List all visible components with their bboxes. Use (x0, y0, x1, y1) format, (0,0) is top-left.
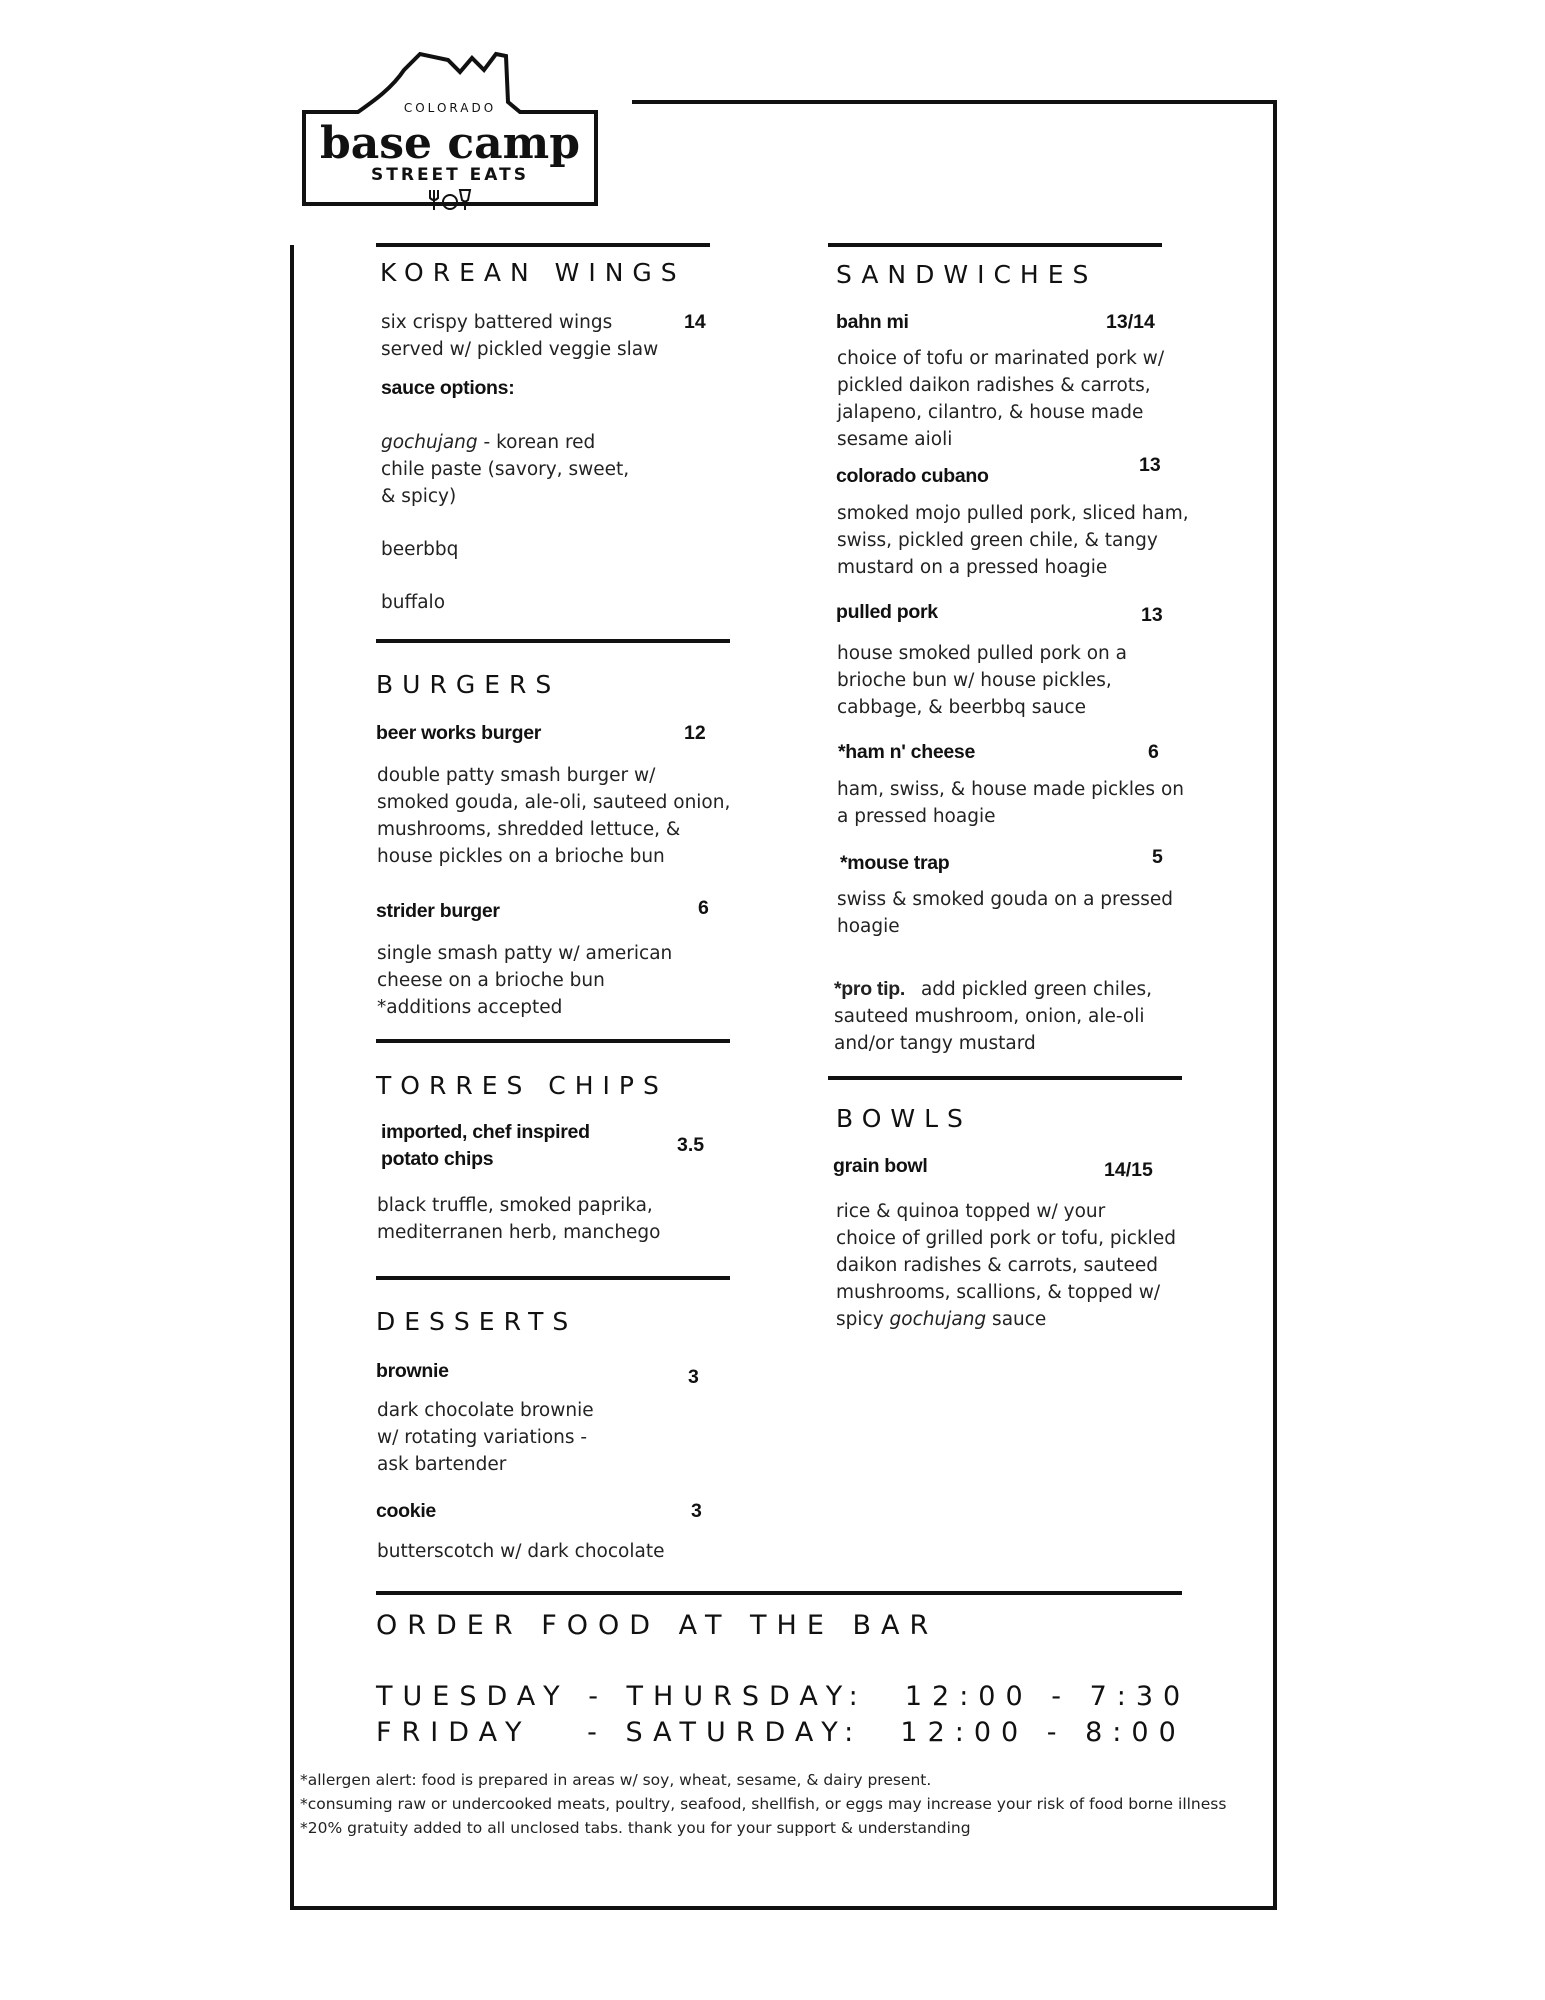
gratuity-note: *20% gratuity added to all unclosed tabs. thank you for your support & understanding (300, 1819, 971, 1837)
logo-sub-text: STREET EATS (371, 165, 529, 185)
strider-burger-name: strider burger (376, 900, 500, 922)
strider-burger-desc-1: single smash patty w/ american (377, 943, 673, 964)
cookie-desc-1: butterscotch w/ dark chocolate (377, 1541, 665, 1562)
pro-tip (834, 976, 1152, 1003)
brownie-name: brownie (376, 1360, 449, 1382)
torres-chips-heading: TORRES CHIPS (376, 1071, 668, 1100)
beer-works-burger-desc-1: double patty smash burger w/ (377, 765, 656, 786)
frame-left-border (290, 245, 294, 1910)
pulled-pork-desc-1: house smoked pulled pork on a (837, 643, 1127, 664)
pulled-pork-desc-3: cabbage, & beerbbq sauce (837, 697, 1087, 718)
cookie-name: cookie (376, 1500, 436, 1522)
beer-works-burger-desc-3: mushrooms, shredded lettuce, & (377, 819, 681, 840)
base-camp-logo (300, 50, 615, 222)
sauce-gochujang-rest: - korean red (477, 432, 596, 453)
bowls-rule (828, 1076, 1182, 1080)
bahn-mi-desc-1: choice of tofu or marinated pork w/ (837, 348, 1165, 369)
grain-bowl-desc-3: daikon radishes & carrots, sauteed (836, 1255, 1159, 1276)
burgers-heading: BURGERS (376, 670, 561, 699)
grain-bowl-desc-5-post: sauce (986, 1309, 1047, 1330)
raw-food-warning: *consuming raw or undercooked meats, poultry, seafood, shellfish, or eggs may increase your risk of food borne illness (300, 1795, 1227, 1813)
pro-tip-label: *pro tip. (834, 978, 905, 1000)
torres-chips-name-line1: imported, chef inspired (381, 1121, 590, 1143)
allergen-alert: *allergen alert: food is prepared in areas w/ soy, wheat, sesame, & dairy present. (300, 1771, 932, 1789)
torres-chips-desc-2: mediterranen herb, manchego (377, 1222, 661, 1243)
ham-n-cheese-desc-2: a pressed hoagie (837, 806, 996, 827)
grain-bowl-desc-5-italic: gochujang (889, 1309, 987, 1330)
korean-wings-desc-line1: six crispy battered wings (381, 312, 613, 333)
logo-main-text: base camp (320, 118, 580, 169)
torres-chips-price: 3.5 (677, 1134, 705, 1156)
colorado-cubano-name: colorado cubano (836, 465, 989, 487)
cookie-price: 3 (691, 1500, 702, 1522)
sauce-gochujang-name: gochujang (381, 432, 478, 453)
sauce-buffalo: buffalo (381, 592, 446, 613)
sauce-beerbbq: beerbbq (381, 539, 459, 560)
colorado-cubano-desc-1: smoked mojo pulled pork, sliced ham, (837, 503, 1189, 524)
sandwiches-rule (828, 243, 1162, 247)
brownie-desc-3: ask bartender (377, 1454, 507, 1475)
mouse-trap-price: 5 (1152, 846, 1163, 868)
pro-tip-line3: and/or tangy mustard (834, 1033, 1036, 1054)
ham-n-cheese-price: 6 (1148, 741, 1159, 763)
pulled-pork-name: pulled pork (836, 601, 938, 623)
grain-bowl-desc-5 (836, 1306, 1046, 1333)
mouse-trap-name: *mouse trap (840, 852, 950, 874)
brownie-price: 3 (688, 1366, 699, 1388)
korean-wings-rule (376, 243, 710, 247)
mouse-trap-desc-2: hoagie (837, 916, 900, 937)
bahn-mi-desc-3: jalapeno, cilantro, & house made (837, 402, 1144, 423)
desserts-heading: DESSERTS (376, 1307, 578, 1336)
beer-works-burger-desc-4: house pickles on a brioche bun (377, 846, 665, 867)
brownie-desc-1: dark chocolate brownie (377, 1400, 594, 1421)
burgers-rule (376, 639, 730, 643)
grain-bowl-price: 14/15 (1104, 1159, 1153, 1181)
frame-right-border (1273, 100, 1277, 1910)
frame-bottom-border (290, 1906, 1277, 1910)
torres-chips-rule (376, 1039, 730, 1043)
desserts-rule (376, 1276, 730, 1280)
beer-works-burger-name: beer works burger (376, 722, 542, 744)
strider-burger-price: 6 (698, 897, 709, 919)
ham-n-cheese-desc-1: ham, swiss, & house made pickles on (837, 779, 1184, 800)
korean-wings-desc-line2: served w/ pickled veggie slaw (381, 339, 659, 360)
grain-bowl-name: grain bowl (833, 1155, 928, 1177)
korean-wings-price: 14 (684, 311, 706, 333)
strider-burger-desc-3: *additions accepted (377, 997, 563, 1018)
bahn-mi-desc-4: sesame aioli (837, 429, 953, 450)
bahn-mi-desc-2: pickled daikon radishes & carrots, (837, 375, 1151, 396)
sauce-gochujang-line3: & spicy) (381, 486, 457, 507)
frame-top-border (632, 100, 1277, 104)
sauce-options-label: sauce options: (381, 377, 515, 399)
order-at-bar-text: ORDER FOOD AT THE BAR (376, 1610, 939, 1641)
bahn-mi-name: bahn mi (836, 311, 909, 333)
beer-works-burger-price: 12 (684, 722, 706, 744)
mouse-trap-desc-1: swiss & smoked gouda on a pressed (837, 889, 1174, 910)
strider-burger-desc-2: cheese on a brioche bun (377, 970, 605, 991)
pro-tip-line2: sauteed mushroom, onion, ale-oli (834, 1006, 1145, 1027)
order-rule (376, 1591, 1182, 1595)
hours-fri-sat: FRIDAY - SATURDAY: 12:00 - 8:00 (376, 1717, 1186, 1748)
sauce-gochujang-line2: chile paste (savory, sweet, (381, 459, 630, 480)
colorado-cubano-desc-3: mustard on a pressed hoagie (837, 557, 1108, 578)
sandwiches-heading: SANDWICHES (836, 260, 1098, 289)
colorado-cubano-price: 13 (1139, 454, 1161, 476)
ham-n-cheese-name: *ham n' cheese (838, 741, 976, 763)
pulled-pork-price: 13 (1141, 604, 1163, 626)
grain-bowl-desc-4: mushrooms, scallions, & topped w/ (836, 1282, 1161, 1303)
brownie-desc-2: w/ rotating variations - (377, 1427, 588, 1448)
bahn-mi-price: 13/14 (1106, 311, 1155, 333)
pulled-pork-desc-2: brioche bun w/ house pickles, (837, 670, 1112, 691)
korean-wings-heading: KOREAN WINGS (380, 258, 686, 287)
grain-bowl-desc-5-pre: spicy (836, 1309, 890, 1330)
torres-chips-desc-1: black truffle, smoked paprika, (377, 1195, 653, 1216)
colorado-cubano-desc-2: swiss, pickled green chile, & tangy (837, 530, 1158, 551)
grain-bowl-desc-2: choice of grilled pork or tofu, pickled (836, 1228, 1176, 1249)
grain-bowl-desc-1: rice & quinoa topped w/ your (836, 1201, 1106, 1222)
pro-tip-line1: add pickled green chiles, (920, 979, 1152, 1000)
beer-works-burger-desc-2: smoked gouda, ale-oli, sauteed onion, (377, 792, 731, 813)
hours-tue-thu: TUESDAY - THURSDAY: 12:00 - 7:30 (376, 1681, 1191, 1712)
bowls-heading: BOWLS (836, 1104, 972, 1133)
torres-chips-name-line2: potato chips (381, 1148, 494, 1170)
logo-top-text: COLORADO (403, 101, 497, 115)
sauce-gochujang (381, 429, 595, 456)
